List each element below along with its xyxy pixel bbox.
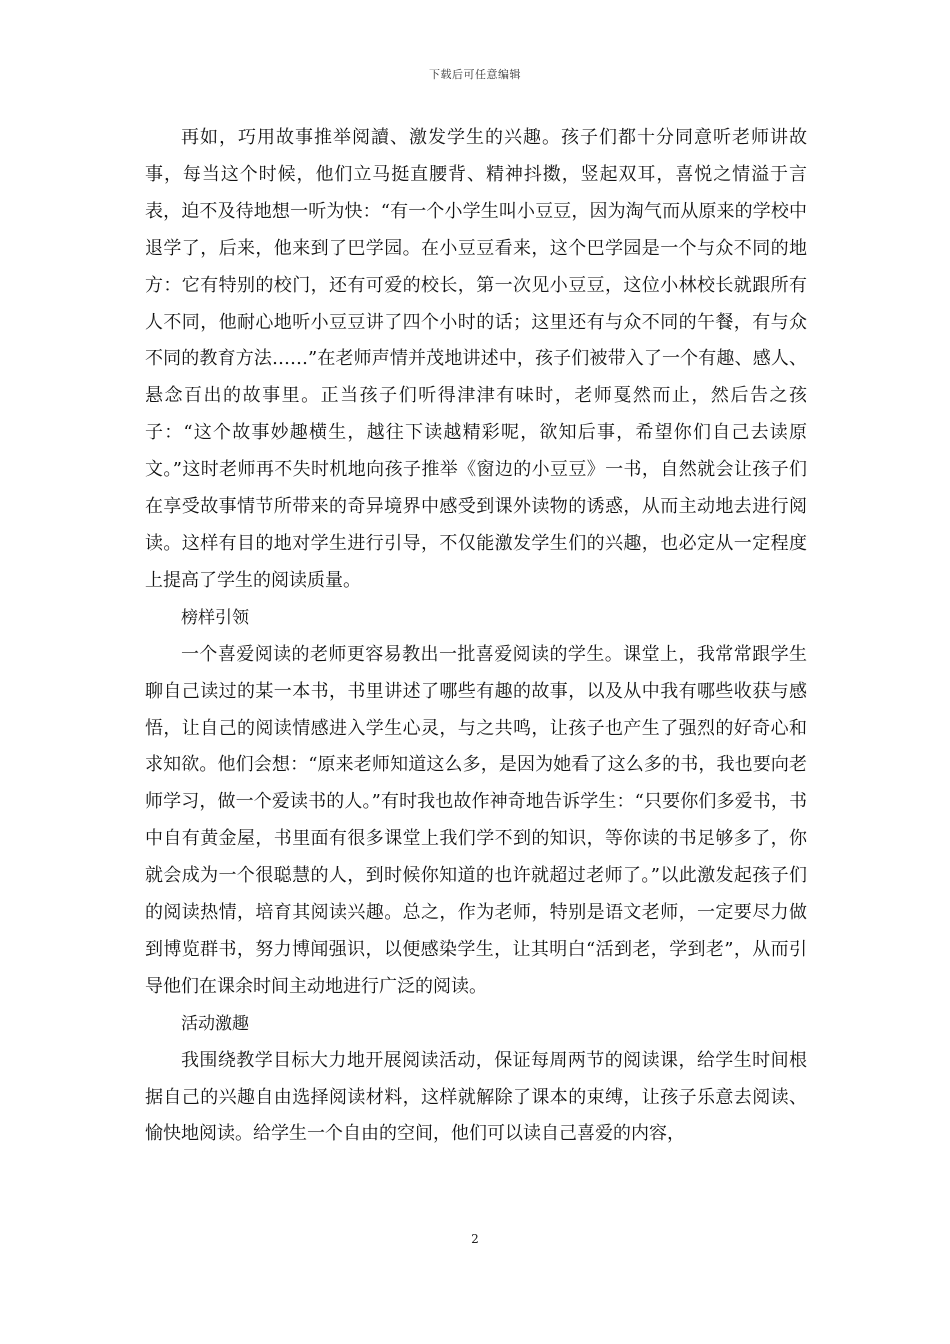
- document-body: [145, 120, 807, 1153]
- section-heading-role-model: 榜样引领: [181, 607, 249, 628]
- page-number: 2: [471, 1232, 479, 1246]
- paragraph-role-model: 一个喜爱阅读的老师更容易教出一批喜爱阅读的学生。课堂上，我常常跟学生聊自己读过的某一本书，书里讲述了哪些有趣的故事，以及从中我有哪些收获与感悟，让自己的阅读情感进入学生心灵，与之共鸣，让孩子也产生了强烈的好奇心和求知欲。他们会想：“原来老师知道这么多，是因为她看了这么多的书，我也要向老师学习，做一个爱读书的人。”有时我也故作神奇地告诉学生：“只要你们多爱书，书中自有黄金屋，书里面有很多课堂上我们学不到的知识，等你读的书足够多了，你就会成为一个很聪慧的人，到时候你知道的也许就超过老师了。”以此激发起孩子们的阅读热情，培育其阅读兴趣。总之，作为老师，特别是语文老师，一定要尽力做到博览群书，努力博闻强识，以便感染学生，让其明白“活到老，学到老”，从而引导他们在课余时间主动地进行广泛的阅读。: [145, 643, 807, 997]
- paragraph-activities: 我围绕教学目标大力地开展阅读活动，保证每周两节的阅读课，给学生时间根据自己的兴趣自由选择阅读材料，这样就解除了课本的束缚，让孩子乐意去阅读、愉快地阅读。给学生一个自由的空间，他们可以读自己喜爱的内容，: [145, 1049, 807, 1145]
- page-header: 下载后可任意编辑: [429, 68, 521, 81]
- section-heading-activities: 活动激趣: [181, 1013, 249, 1034]
- paragraph-story-recommendation: 再如，巧用故事推举阅讀、激发学生的兴趣。孩子们都十分同意听老师讲故事，每当这个时候，他们立马挺直腰背、精神抖擞，竖起双耳，喜悦之情溢于言表，迫不及待地想一听为快：“有一个小学生叫小豆豆，因为淘气而从原来的学校中退学了，后来，他来到了巴学园。在小豆豆看来，这个巴学园是一个与众不同的地方：它有特别的校门，还有可爱的校长，第一次见小豆豆，这位小林校长就跟所有人不同，他耐心地听小豆豆讲了四个小时的话；这里还有与众不同的午餐，有与众不同的教育方法……”在老师声情并茂地讲述中，孩子们被带入了一个有趣、感人、悬念百出的故事里。正当孩子们听得津津有味时，老师戛然而止，然后告之孩子：“这个故事妙趣横生，越往下读越精彩呢，欲知后事，希望你们自己去读原文。”这时老师再不失时机地向孩子推举《窗边的小豆豆》一书，自然就会让孩子们在享受故事情节所带来的奇异境界中感受到课外读物的诱惑，从而主动地去进行阅读。这样有目的地对学生进行引导，不仅能激发学生们的兴趣，也必定从一定程度上提高了学生的阅读质量。: [145, 127, 807, 591]
